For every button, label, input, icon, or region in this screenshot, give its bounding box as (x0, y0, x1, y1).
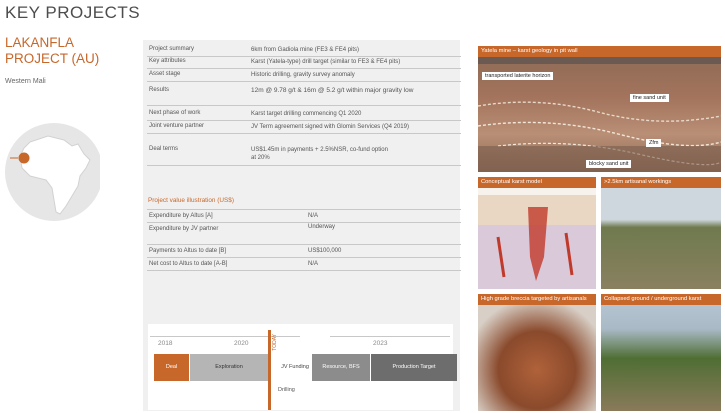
summary-row (147, 58, 461, 69)
africa-map (2, 120, 100, 224)
photo-label: fine sand unit (630, 94, 669, 102)
summary-value: 6km from Gadiola mine (FE3 & FE4 pits) (251, 47, 360, 53)
karst-model-caption: Conceptual karst model (478, 177, 596, 188)
today-marker (268, 330, 271, 410)
valuation-row (147, 222, 461, 245)
summary-key: Joint venture partner (149, 123, 205, 129)
stage-jv-funding: JV Funding (278, 354, 312, 381)
summary-key: Results (149, 87, 170, 93)
pit-wall-caption: Yatela mine – karst geology in pit wall (478, 46, 721, 57)
strata-line (478, 102, 721, 121)
timeline-year: 2018 (158, 340, 173, 347)
summary-value: Historic drilling, gravity survey anomaly (251, 72, 355, 78)
project-region: Western Mali (5, 78, 46, 85)
summary-row (147, 110, 461, 121)
summary-value: 12m @ 9.78 g/t & 16m @ 5.2 g/t within major gravity low (251, 87, 414, 94)
valuation-value: N/A (308, 261, 319, 267)
summary-key: Asset stage (149, 71, 181, 77)
summary-row (147, 143, 461, 166)
stage-resource-bfs: Resource, BFS (312, 354, 370, 381)
drilling-label: Drilling (278, 387, 295, 393)
breccia-caption: High grade breccia targeted by artisanals (478, 294, 596, 305)
project-name-line1: LAKANFLA (5, 35, 75, 50)
valuation-row (147, 258, 461, 271)
summary-row (147, 123, 461, 134)
photo-label: Zfm (646, 139, 661, 147)
strata-line (478, 122, 721, 145)
project-name-line2: PROJECT (AU) (5, 51, 100, 66)
summary-row (147, 46, 461, 57)
valuation-key: Payments to Altus to date [B] (149, 248, 227, 254)
karst-model-illustration (478, 177, 596, 289)
summary-key: Project summary (149, 46, 195, 52)
summary-key: Deal terms (149, 146, 179, 152)
valuation-row (147, 245, 461, 258)
valuation-value: N/A (308, 213, 319, 219)
summary-value: JV Term agreement signed with Glomin Services (Q4 2019) (251, 124, 409, 130)
today-label: TODAY (272, 334, 278, 351)
summary-row (147, 71, 461, 82)
summary-key: Next phase of work (149, 110, 201, 116)
project-title (5, 35, 99, 67)
collapsed-caption: Collapsed ground / underground karst (601, 294, 721, 305)
stage-production-target: Production Target (371, 354, 457, 381)
pit-floor (478, 146, 721, 172)
photo-label: blocky sand unit (586, 160, 631, 168)
pit-wall-illustration (478, 46, 721, 172)
stage-exploration: Exploration (190, 354, 268, 381)
valuation-title: Project value illustration (US$) (148, 197, 234, 204)
artisanal-caption: >2.5km artisanal workings (601, 177, 721, 188)
valuation-value: Underway (308, 224, 336, 230)
valuation-value: US$100,000 (308, 248, 342, 254)
valuation-key: Expenditure by Altus [A] (149, 213, 213, 219)
summary-value: US$1.45m in payments + 2.5%NSR, co-fund option at 20% (251, 147, 388, 161)
valuation-key: Net cost to Altus to date [A-B] (149, 261, 228, 267)
summary-key: Key attributes (149, 58, 186, 64)
valuation-key: Expenditure by JV partner (149, 226, 219, 232)
project-location-marker (19, 153, 30, 164)
summary-row (147, 84, 461, 106)
photo-label: transported laterite horizon (482, 72, 553, 80)
page-title: KEY PROJECTS (5, 3, 141, 22)
timeline-year: 2020 (234, 340, 249, 347)
collapsed-ground-photo (601, 294, 721, 411)
pit-wall-photo (478, 46, 721, 172)
timeline-year: 2023 (373, 340, 388, 347)
timeline-axis-right (330, 336, 450, 337)
stage-deal: Deal (154, 354, 189, 381)
valuation-row (147, 209, 461, 223)
artisanal-workings-photo (601, 177, 721, 289)
karst-model-photo (478, 177, 596, 289)
breccia-photo (478, 294, 596, 411)
summary-value: Karst (Yatela-type) drill target (similar to FE3 & FE4 pits) (251, 59, 401, 65)
summary-value: Karst target drilling commencing Q1 2020 (251, 111, 362, 117)
